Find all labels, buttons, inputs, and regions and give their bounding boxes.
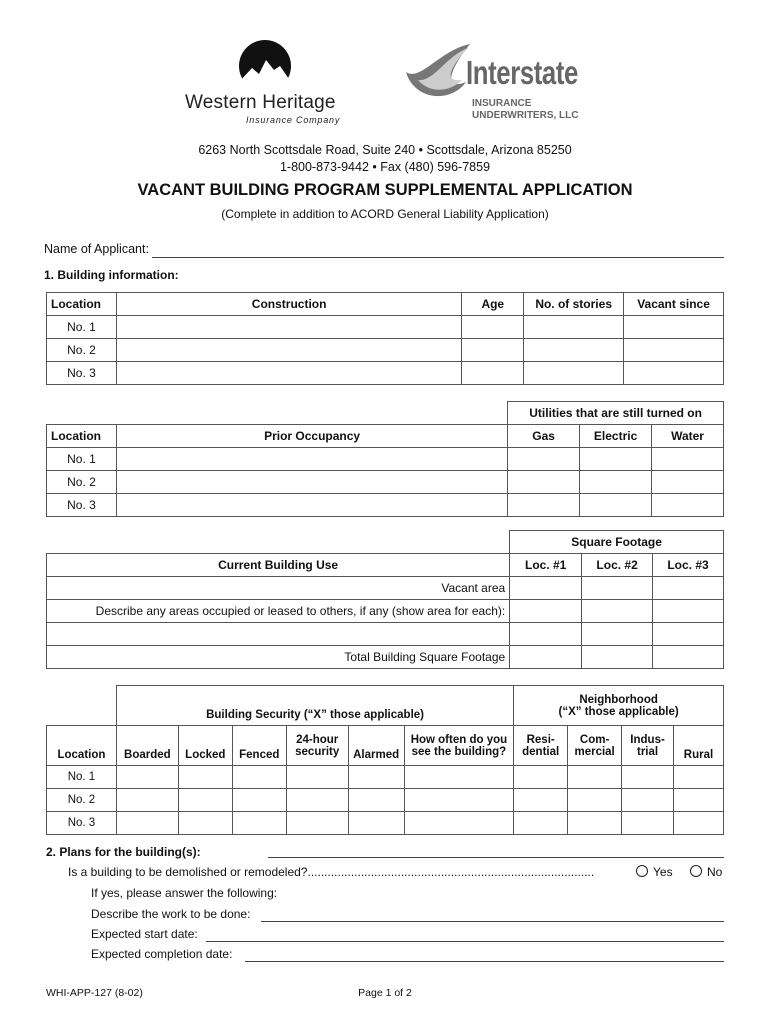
loc1-cell[interactable] xyxy=(510,623,582,646)
age-cell[interactable] xyxy=(462,339,524,362)
completion-date-input[interactable] xyxy=(245,947,724,962)
residential-cell[interactable] xyxy=(514,789,568,812)
electric-cell[interactable] xyxy=(580,471,652,494)
interstate-sub1: INSURANCE xyxy=(472,98,532,109)
table-header-row xyxy=(47,425,724,448)
industrial-cell[interactable] xyxy=(622,789,674,812)
western-heritage-name: Western Heritage xyxy=(185,92,336,113)
completion-date-label: Expected completion date: xyxy=(91,947,233,961)
loc2-cell[interactable] xyxy=(582,623,653,646)
mountain-emblem-icon xyxy=(232,38,298,90)
table-row xyxy=(47,339,724,362)
industrial-cell[interactable] xyxy=(622,766,674,789)
construction-cell[interactable] xyxy=(116,316,461,339)
row-label: No. 3 xyxy=(47,362,117,385)
demolish-question: Is a building to be demolished or remodeled?...................................................................................... xyxy=(68,865,595,879)
water-cell[interactable] xyxy=(652,448,724,471)
loc1-cell[interactable] xyxy=(510,600,582,623)
gas-cell[interactable] xyxy=(508,448,580,471)
locked-cell[interactable] xyxy=(178,812,232,835)
if-yes-note: If yes, please answer the following: xyxy=(91,886,278,900)
start-date-input[interactable] xyxy=(206,927,724,942)
alarmed-cell[interactable] xyxy=(348,789,404,812)
section1-heading: 1. Building information: xyxy=(44,268,179,282)
interstate-logo xyxy=(400,40,600,130)
page-title: VACANT BUILDING PROGRAM SUPPLEMENTAL APPLICATION xyxy=(137,181,633,199)
rural-cell[interactable] xyxy=(674,766,724,789)
company-address: 6263 North Scottsdale Road, Suite 240 • Scottsdale, Arizona 85250 xyxy=(198,143,572,157)
col-locked: Locked xyxy=(178,726,232,766)
occupied-areas-input[interactable] xyxy=(47,623,510,646)
stories-cell[interactable] xyxy=(524,339,624,362)
form-number: WHI-APP-127 (8-02) xyxy=(46,987,143,999)
vacant-area-label: Vacant area xyxy=(47,577,510,600)
loc3-cell[interactable] xyxy=(653,646,724,669)
col-loc2: Loc. #2 xyxy=(582,554,653,577)
square-footage-table xyxy=(46,530,724,669)
vacant-since-cell[interactable] xyxy=(624,339,724,362)
col-fenced: Fenced xyxy=(232,726,286,766)
security-cell[interactable] xyxy=(286,789,348,812)
stories-cell[interactable] xyxy=(524,316,624,339)
col-commercial xyxy=(568,726,622,766)
sqft-header: Square Footage xyxy=(510,531,724,554)
age-cell[interactable] xyxy=(462,316,524,339)
yes-label: Yes xyxy=(653,865,673,879)
completion-date-row xyxy=(91,947,724,963)
col-electric: Electric xyxy=(580,425,652,448)
col-how-often xyxy=(404,726,514,766)
loc3-cell[interactable] xyxy=(653,600,724,623)
table-row xyxy=(47,577,724,600)
boarded-cell[interactable] xyxy=(116,766,178,789)
no-label: No xyxy=(707,865,723,879)
occupancy-utilities-table xyxy=(46,401,724,517)
col-stories: No. of stories xyxy=(524,293,624,316)
row-label: No. 3 xyxy=(47,812,117,835)
industrial-cell[interactable] xyxy=(622,812,674,835)
commercial-cell[interactable] xyxy=(568,766,622,789)
loc2-cell[interactable] xyxy=(582,577,653,600)
interstate-sub2: UNDERWRITERS, LLC xyxy=(472,110,579,121)
company-phone: 1-800-873-9442 • Fax (480) 596-7859 xyxy=(279,160,491,174)
neighborhood-header xyxy=(514,686,724,726)
row-label: No. 1 xyxy=(47,448,117,471)
vacant-since-cell[interactable] xyxy=(624,362,724,385)
loc3-cell[interactable] xyxy=(653,577,724,600)
table-row xyxy=(47,316,724,339)
table-row xyxy=(47,448,724,471)
col-location: Location xyxy=(47,726,117,766)
security-cell[interactable] xyxy=(286,812,348,835)
table-header-row xyxy=(47,726,724,766)
col-how-often-line1: How often do you xyxy=(410,733,508,746)
table-row xyxy=(47,646,724,669)
loc2-cell[interactable] xyxy=(582,646,653,669)
col-industrial xyxy=(622,726,674,766)
security-neighborhood-table xyxy=(46,685,724,835)
applicant-label: Name of Applicant: xyxy=(44,242,149,256)
no-option[interactable] xyxy=(690,865,722,879)
page-number: Page 1 of 2 xyxy=(358,987,412,999)
col-location: Location xyxy=(47,425,117,448)
table-row xyxy=(47,362,724,385)
neighborhood-title: Neighborhood xyxy=(579,693,658,706)
col-age: Age xyxy=(462,293,524,316)
commercial-cell[interactable] xyxy=(568,812,622,835)
section2-heading: 2. Plans for the building(s): xyxy=(46,845,201,859)
neighborhood-note: (“X” those applicable) xyxy=(558,705,679,718)
table-row xyxy=(47,623,724,646)
interstate-name: Interstate xyxy=(466,54,578,91)
col-industrial-line2: trial xyxy=(637,745,659,758)
describe-input[interactable] xyxy=(261,907,724,922)
locked-cell[interactable] xyxy=(178,789,232,812)
alarmed-cell[interactable] xyxy=(348,766,404,789)
how-often-cell[interactable] xyxy=(404,766,514,789)
col-residential-line2: dential xyxy=(522,745,560,758)
row-label: No. 2 xyxy=(47,789,117,812)
locked-cell[interactable] xyxy=(178,766,232,789)
table-row xyxy=(47,494,724,517)
row-label: No. 1 xyxy=(47,766,117,789)
page-subtitle: (Complete in addition to ACORD General Liability Application) xyxy=(221,207,549,221)
demolish-question-row xyxy=(68,865,728,881)
table-header-row xyxy=(47,293,724,316)
security-cell[interactable] xyxy=(286,766,348,789)
start-date-row xyxy=(91,927,724,943)
occupancy-cell[interactable] xyxy=(116,471,507,494)
fenced-cell[interactable] xyxy=(232,789,286,812)
gas-cell[interactable] xyxy=(508,494,580,517)
construction-cell[interactable] xyxy=(116,362,461,385)
col-prior-occupancy: Prior Occupancy xyxy=(116,425,507,448)
table-row xyxy=(47,471,724,494)
col-industrial-line1: Indus- xyxy=(630,733,665,746)
row-label: No. 3 xyxy=(47,494,117,517)
no-radio[interactable] xyxy=(690,865,702,877)
table-row xyxy=(47,766,724,789)
western-heritage-logo xyxy=(180,38,350,128)
loc1-cell[interactable] xyxy=(510,646,582,669)
col-loc1: Loc. #1 xyxy=(510,554,582,577)
section2-rule xyxy=(268,857,724,858)
stories-cell[interactable] xyxy=(524,362,624,385)
residential-cell[interactable] xyxy=(514,766,568,789)
col-commercial-line1: Com- xyxy=(579,733,610,746)
how-often-cell[interactable] xyxy=(404,812,514,835)
utilities-header: Utilities that are still turned on xyxy=(508,402,724,425)
table-row xyxy=(47,812,724,835)
row-label: No. 1 xyxy=(47,316,117,339)
residential-cell[interactable] xyxy=(514,812,568,835)
western-heritage-subtitle: Insurance Company xyxy=(246,115,341,125)
describe-label: Describe the work to be done: xyxy=(91,907,251,921)
building-info-table xyxy=(46,292,724,385)
col-vacant-since: Vacant since xyxy=(624,293,724,316)
col-construction: Construction xyxy=(116,293,461,316)
col-alarmed: Alarmed xyxy=(348,726,404,766)
start-date-label: Expected start date: xyxy=(91,927,198,941)
col-loc3: Loc. #3 xyxy=(653,554,724,577)
col-current-use: Current Building Use xyxy=(47,554,510,577)
security-header: Building Security (“X” those applicable) xyxy=(116,686,513,726)
construction-cell[interactable] xyxy=(116,339,461,362)
commercial-cell[interactable] xyxy=(568,789,622,812)
alarmed-cell[interactable] xyxy=(348,812,404,835)
col-rural: Rural xyxy=(674,726,724,766)
occupancy-cell[interactable] xyxy=(116,494,507,517)
yes-option[interactable] xyxy=(636,865,673,879)
col-24hr-line2: security xyxy=(295,745,340,758)
fenced-cell[interactable] xyxy=(232,766,286,789)
loc2-cell[interactable] xyxy=(582,600,653,623)
vacant-since-cell[interactable] xyxy=(624,316,724,339)
applicant-row xyxy=(44,242,724,256)
how-often-cell[interactable] xyxy=(404,789,514,812)
row-label: No. 2 xyxy=(47,339,117,362)
col-water: Water xyxy=(652,425,724,448)
col-24hr-security xyxy=(286,726,348,766)
col-boarded: Boarded xyxy=(116,726,178,766)
col-location: Location xyxy=(47,293,117,316)
col-residential-line1: Resi- xyxy=(526,733,555,746)
col-24hr-line1: 24-hour xyxy=(296,733,339,746)
loc3-cell[interactable] xyxy=(653,623,724,646)
occupied-areas-label: Describe any areas occupied or leased to others, if any (show area for each): xyxy=(47,600,510,623)
applicant-input[interactable] xyxy=(152,242,724,258)
rural-cell[interactable] xyxy=(674,789,724,812)
gas-cell[interactable] xyxy=(508,471,580,494)
table-row xyxy=(47,600,724,623)
table-row xyxy=(47,789,724,812)
describe-row xyxy=(91,907,724,923)
table-header-row xyxy=(47,554,724,577)
electric-cell[interactable] xyxy=(580,448,652,471)
yes-radio[interactable] xyxy=(636,865,648,877)
electric-cell[interactable] xyxy=(580,494,652,517)
occupancy-cell[interactable] xyxy=(116,448,507,471)
col-commercial-line2: mercial xyxy=(574,745,615,758)
loc1-cell[interactable] xyxy=(510,577,582,600)
age-cell[interactable] xyxy=(462,362,524,385)
row-label: No. 2 xyxy=(47,471,117,494)
water-cell[interactable] xyxy=(652,471,724,494)
fenced-cell[interactable] xyxy=(232,812,286,835)
rural-cell[interactable] xyxy=(674,812,724,835)
boarded-cell[interactable] xyxy=(116,789,178,812)
col-residential xyxy=(514,726,568,766)
col-gas: Gas xyxy=(508,425,580,448)
total-sqft-label: Total Building Square Footage xyxy=(47,646,510,669)
water-cell[interactable] xyxy=(652,494,724,517)
boarded-cell[interactable] xyxy=(116,812,178,835)
col-how-often-line2: see the building? xyxy=(411,745,507,758)
